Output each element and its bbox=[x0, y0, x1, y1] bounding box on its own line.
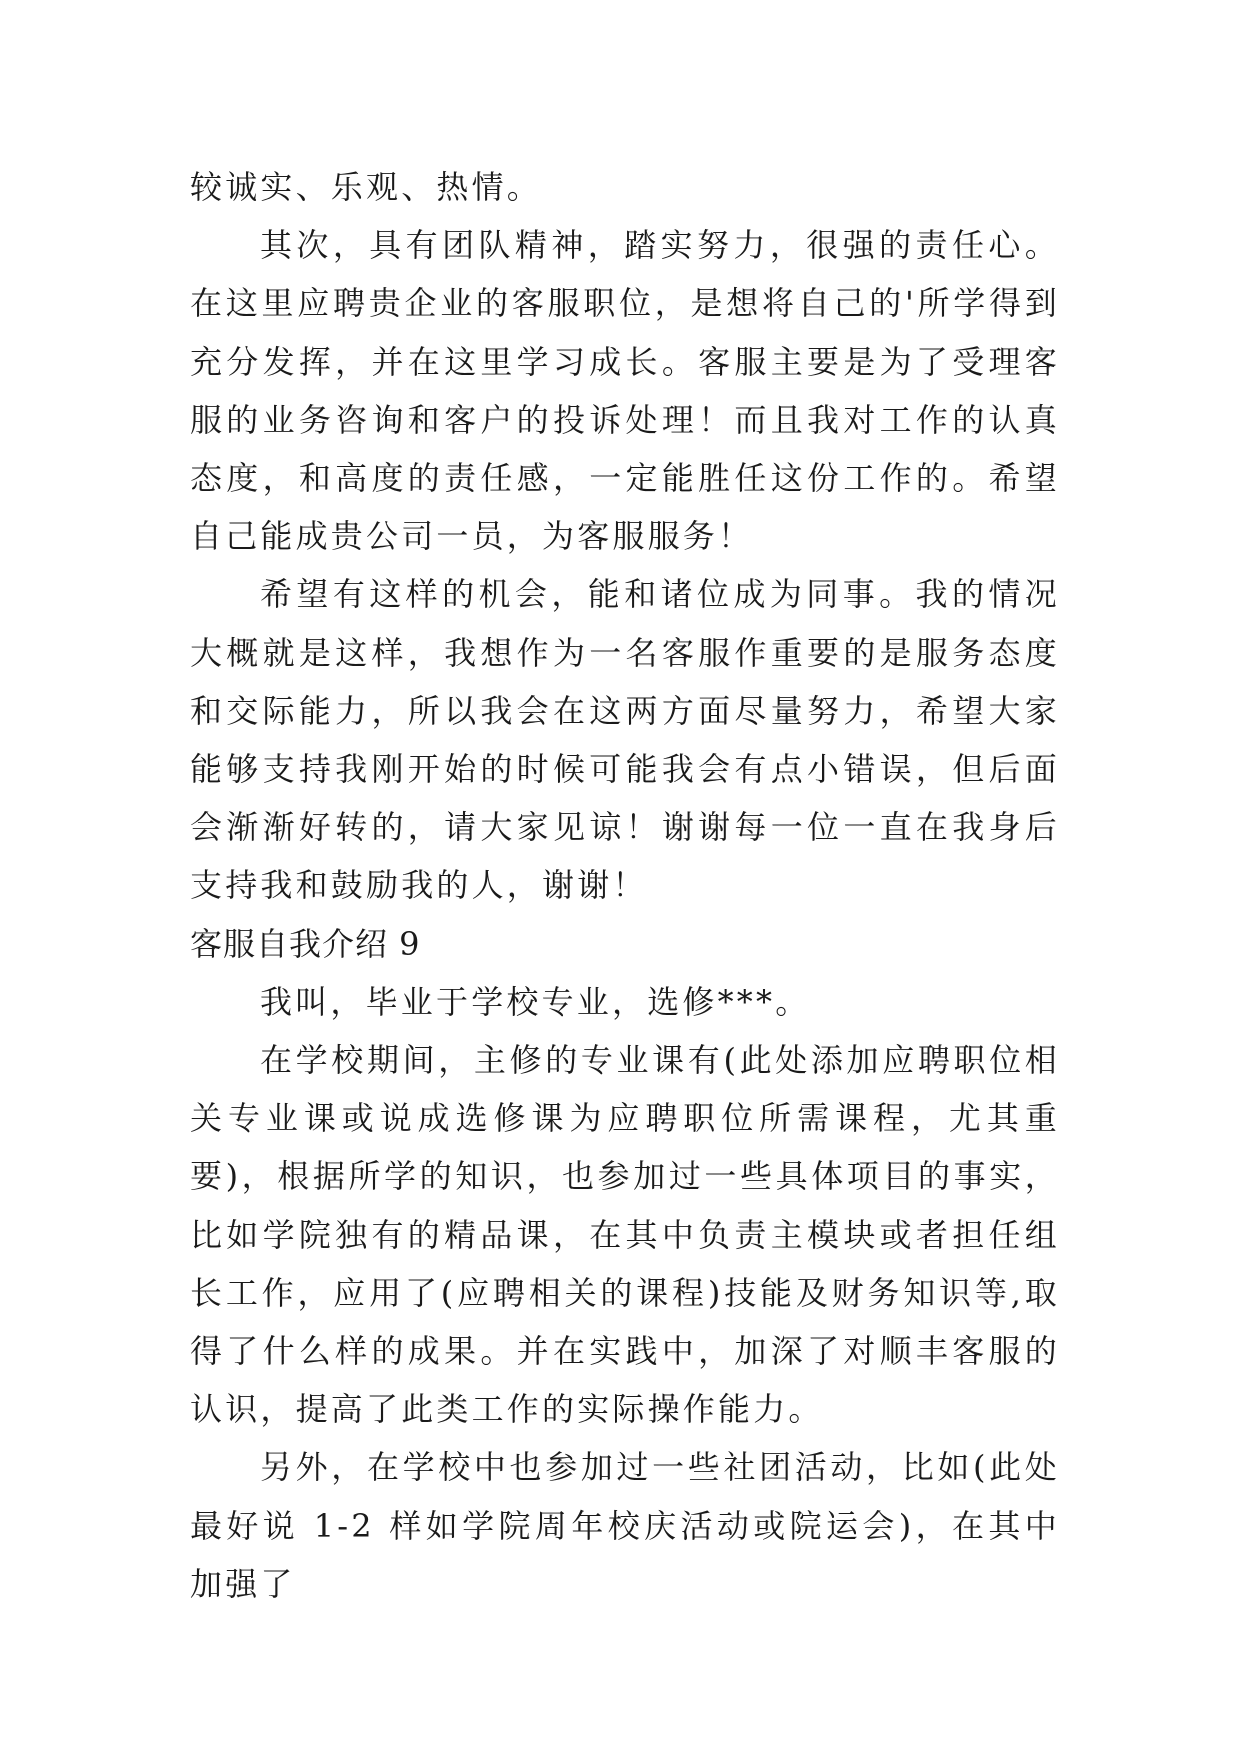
paragraph-activities: 另外，在学校中也参加过一些社团活动，比如(此处最好说 1-2 样如学院周年校庆活动或院运会)，在其中加强了 bbox=[190, 1448, 1060, 1603]
paragraph-closing: 希望有这样的机会，能和诸位成为同事。我的情况大概就是这样，我想作为一名客服作重要的是服务态度和交际能力，所以我会在这两方面尽量努力，希望大家能够支持我刚开始的时候可能我会有点小错误，但后面会渐渐好转的，请大家见谅！谢谢每一位一直在我身后支持我和鼓励我的人，谢谢！ bbox=[190, 575, 1060, 905]
document-body bbox=[190, 158, 1060, 1613]
paragraph-teamwork: 其次，具有团队精神，踏实努力，很强的责任心。在这里应聘贵企业的客服职位，是想将自己的'所学得到充分发挥，并在这里学习成长。客服主要是为了受理客服的业务咨询和客户的投诉处理！而且我对工作的认真态度，和高度的责任感，一定能胜任这份工作的。希望自己能成贵公司一员，为客服服务！ bbox=[190, 226, 1060, 556]
paragraph-courses: 在学校期间，主修的专业课有(此处添加应聘职位相关专业课或说成选修课为应聘职位所需课程，尤其重要)，根据所学的知识，也参加过一些具体项目的事实，比如学院独有的精品课，在其中负责主模块或者担任组长工作，应用了(应聘相关的课程)技能及财务知识等,取得了什么样的成果。并在实践中，加深了对顺丰客服的认识，提高了此类工作的实际操作能力。 bbox=[190, 1041, 1060, 1429]
section-heading: 客服自我介绍 9 bbox=[190, 924, 421, 963]
paragraph-continuation: 较诚实、乐观、热情。 bbox=[190, 168, 543, 206]
paragraph-intro: 我叫，毕业于学校专业，选修***。 bbox=[260, 982, 811, 1021]
